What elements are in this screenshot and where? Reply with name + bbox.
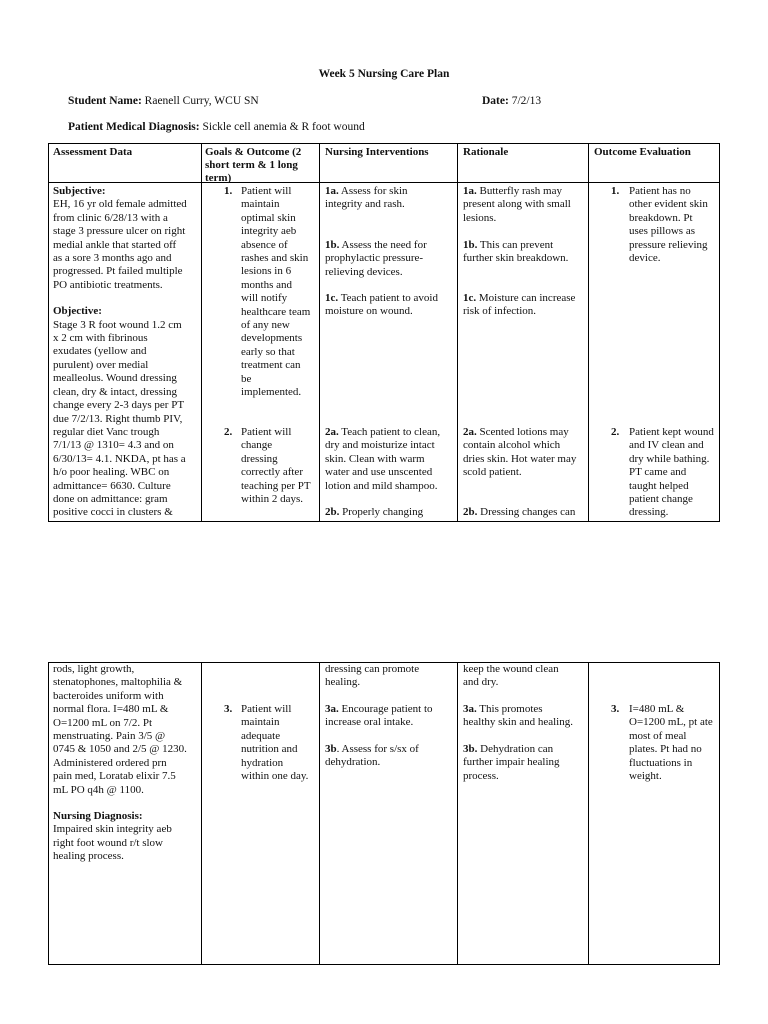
text-line: stage 3 pressure ulcer on right xyxy=(53,225,186,238)
header-interventions: Nursing Interventions xyxy=(325,146,429,158)
text-line: 7/1/13 @ 1310= 4.3 and on xyxy=(53,439,174,452)
text-line: healing. xyxy=(325,676,361,689)
rationale-1b xyxy=(463,239,588,266)
text-line: further skin breakdown. xyxy=(463,252,569,265)
evaluation-3 xyxy=(611,703,719,783)
goal-number: 2. xyxy=(224,426,233,438)
table-border-bottom xyxy=(48,964,720,965)
intervention-2b xyxy=(325,506,457,519)
text-line: mealleolus. Wound dressing xyxy=(53,372,177,385)
diagnosis-row xyxy=(68,121,365,133)
goal-number: 3. xyxy=(224,703,233,715)
text-line: dehydration. xyxy=(325,756,381,769)
text-line: increase oral intake. xyxy=(325,716,414,729)
text-line: mL PO q4h @ 1100. xyxy=(53,783,144,796)
assessment-data-cell-continued xyxy=(53,663,201,864)
intervention-tag: 1b. xyxy=(325,239,340,251)
text-line: regular diet Vanc trough xyxy=(53,425,160,438)
text-line: dressing. xyxy=(629,506,669,519)
text-line: plates. Pt had no xyxy=(629,743,702,756)
intervention-2b-continued xyxy=(325,663,457,690)
text-line: maintain xyxy=(241,716,280,729)
text-line: right foot wound r/t slow xyxy=(53,836,163,849)
rationale-tag: 1c. xyxy=(463,292,477,304)
text-line: change every 2-3 days per PT xyxy=(53,399,185,412)
evaluation-2 xyxy=(611,426,719,520)
intervention-2a xyxy=(325,426,457,493)
text-line: fluctuations in xyxy=(629,756,693,769)
text-line: be xyxy=(241,372,252,385)
intervention-tag: 2a. xyxy=(325,426,339,438)
text-line: I=480 mL & xyxy=(629,703,685,715)
text-line: scold patient. xyxy=(463,466,522,479)
text-line: and IV clean and xyxy=(629,439,704,452)
column-line xyxy=(719,143,720,522)
table-border-top xyxy=(48,143,720,144)
rationale-tag: 2a. xyxy=(463,426,477,438)
diagnosis-value: Sickle cell anemia & R foot wound xyxy=(202,121,365,133)
text-line: Dehydration can xyxy=(477,743,554,755)
text-line: within one day. xyxy=(241,770,309,783)
text-line: dressing can promote xyxy=(325,663,420,675)
rationale-3b xyxy=(463,743,588,783)
text-line: Teach patient to clean, xyxy=(338,426,441,438)
text-line: Patient kept wound xyxy=(629,426,714,438)
evaluation-number: 2. xyxy=(611,426,620,438)
intervention-3b xyxy=(325,743,457,770)
text-line: will notify xyxy=(241,292,288,305)
rationale-tag: 3a. xyxy=(463,703,477,715)
text-line: further impair healing xyxy=(463,756,560,769)
text-line: 0745 & 1050 and 2/5 @ 1230. xyxy=(53,743,187,756)
text-line: nutrition and xyxy=(241,743,298,756)
text-line: skin. Clean with warm xyxy=(325,452,425,465)
intervention-1c xyxy=(325,292,457,319)
text-line: dry and moisturize intact xyxy=(325,439,435,452)
diagnosis-label: Patient Medical Diagnosis: xyxy=(68,121,200,133)
text-line: process. xyxy=(463,769,499,782)
text-line: absence of xyxy=(241,238,288,251)
text-line: dries skin. Hot water may xyxy=(463,452,577,465)
rationale-3a xyxy=(463,703,588,730)
rationale-1c xyxy=(463,292,588,319)
text-line: as a sore 3 months ago and xyxy=(53,252,172,265)
text-line: water and use unscented xyxy=(325,466,433,479)
text-line: keep the wound clean xyxy=(463,663,559,675)
text-line: x 2 cm with fibrinous xyxy=(53,332,148,345)
nursing-diagnosis-label: Nursing Diagnosis: xyxy=(53,810,143,823)
intervention-tag: 3a. xyxy=(325,703,339,715)
page-title: Week 5 Nursing Care Plan xyxy=(318,68,450,80)
subjective-label: Subjective: xyxy=(53,185,106,197)
text-line: menstruating. Pain 3/5 @ xyxy=(53,730,166,743)
intervention-tag: 3b xyxy=(325,743,337,755)
text-line: implemented. xyxy=(241,386,302,399)
goal-3 xyxy=(224,703,319,783)
text-line: rods, light growth, xyxy=(53,663,135,675)
text-line: Patient has no xyxy=(629,185,691,197)
text-line: taught helped xyxy=(629,479,689,492)
text-line: hydration xyxy=(241,756,284,769)
text-line: positive cocci in clusters & xyxy=(53,506,173,519)
text-line: Patient will xyxy=(241,703,292,715)
text-line: within 2 days. xyxy=(241,493,304,506)
text-line: pain med, Loratab elixir 7.5 xyxy=(53,770,176,783)
text-line: Scented lotions may xyxy=(476,426,569,438)
header-evaluation: Outcome Evaluation xyxy=(594,146,691,158)
text-line: integrity and rash. xyxy=(325,198,405,211)
text-line: of any new xyxy=(241,319,290,332)
text-line: PT came and xyxy=(629,466,687,479)
column-line xyxy=(719,662,720,965)
intervention-tag: 2b. xyxy=(325,506,340,518)
text-line: other evident skin xyxy=(629,198,708,211)
column-line xyxy=(319,143,320,522)
text-line: This promotes xyxy=(476,703,543,715)
evaluation-number: 1. xyxy=(611,185,620,197)
text-line: present along with small xyxy=(463,198,571,211)
text-line: clean, dry & intact, dressing xyxy=(53,385,178,398)
intervention-1a xyxy=(325,185,457,212)
text-line: early so that xyxy=(241,345,295,358)
text-line: This can prevent xyxy=(477,239,554,251)
text-line: normal flora. I=480 mL & xyxy=(53,703,169,716)
objective-label: Objective: xyxy=(53,305,102,318)
text-line: lesions. xyxy=(463,211,497,224)
text-line: pressure relieving xyxy=(629,238,708,251)
column-line xyxy=(48,143,49,522)
intervention-tag: 1c. xyxy=(325,292,339,304)
rationale-1a xyxy=(463,185,588,225)
text-line: healthy skin and healing. xyxy=(463,716,573,729)
text-line: months and xyxy=(241,278,293,291)
text-line: adequate xyxy=(241,729,281,742)
rationale-tag: 1a. xyxy=(463,185,477,197)
text-line: teaching per PT xyxy=(241,479,311,492)
text-line: risk of infection. xyxy=(463,305,537,318)
text-line: dressing xyxy=(241,452,278,465)
header-rationale: Rationale xyxy=(463,146,509,158)
text-line: PO antibiotic treatments. xyxy=(53,278,163,291)
text-line: moisture on wound. xyxy=(325,305,413,318)
text-line: contain alcohol which xyxy=(463,439,561,452)
intervention-3a xyxy=(325,703,457,730)
text-line: optimal skin xyxy=(241,211,296,224)
rationale-2b-continued xyxy=(463,663,588,690)
column-line xyxy=(201,143,202,522)
header-assessment: Assessment Data xyxy=(53,146,133,158)
column-line xyxy=(588,143,589,522)
text-line: progressed. Pt failed multiple xyxy=(53,265,183,278)
text-line: from clinic 6/28/13 with a xyxy=(53,211,168,224)
text-line: exudates (yellow and xyxy=(53,345,147,358)
text-line: admittance= 6630. Culture xyxy=(53,479,171,492)
header-goals: Goals & Outcome (2 short term & 1 long term) xyxy=(205,146,302,184)
intervention-1b xyxy=(325,239,457,279)
header-row-divider xyxy=(48,182,720,183)
text-line: Assess the need for xyxy=(339,239,427,251)
column-line xyxy=(457,662,458,965)
text-line: integrity aeb xyxy=(241,225,297,238)
text-line: Encourage patient to xyxy=(338,703,433,715)
rationale-tag: 3b. xyxy=(463,743,478,755)
text-line: . Assess for s/sx of xyxy=(336,743,419,755)
student-name-label: Student Name: xyxy=(68,95,142,107)
text-line: correctly after xyxy=(241,466,303,479)
evaluation-number: 3. xyxy=(611,703,620,715)
text-line: most of meal xyxy=(629,729,687,742)
table-border-bottom xyxy=(48,521,720,522)
text-line: Properly changing xyxy=(339,506,424,518)
text-line: developments xyxy=(241,332,303,345)
text-line: relieving devices. xyxy=(325,265,403,278)
text-line: lesions in 6 xyxy=(241,265,292,278)
text-line: stenatophones, maltophilia & xyxy=(53,676,183,689)
rationale-2a xyxy=(463,426,588,480)
text-line: 6/30/13= 4.1. NKDA, pt has a xyxy=(53,452,186,465)
text-line: O=1200 mL on 7/2. Pt xyxy=(53,716,152,729)
text-line: maintain xyxy=(241,198,280,211)
text-line: and dry. xyxy=(463,676,499,689)
student-name-row xyxy=(68,95,259,107)
text-line: Patient will xyxy=(241,426,292,438)
text-line: purulent) over medial xyxy=(53,358,149,371)
text-line: Impaired skin integrity aeb xyxy=(53,823,172,836)
date-label: Date: xyxy=(482,95,509,107)
text-line: change xyxy=(241,439,273,452)
text-line: Assess for skin xyxy=(338,185,408,197)
text-line: Stage 3 R foot wound 1.2 cm xyxy=(53,318,182,331)
date-value: 7/2/13 xyxy=(511,95,542,107)
text-line: uses pillows as xyxy=(629,225,695,238)
text-line: lotion and mild shampoo. xyxy=(325,479,438,492)
text-line: prophylactic pressure- xyxy=(325,252,424,265)
text-line: due 7/2/13. Right thumb PIV, xyxy=(53,412,183,425)
column-line xyxy=(457,143,458,522)
text-line: bacteroides uniform with xyxy=(53,689,164,702)
text-line: weight. xyxy=(629,770,662,783)
rationale-tag: 2b. xyxy=(463,506,478,518)
text-line: Patient will xyxy=(241,185,292,197)
rationale-tag: 1b. xyxy=(463,239,478,251)
column-line xyxy=(201,662,202,965)
text-line: healing process. xyxy=(53,850,124,863)
text-line: healthcare team xyxy=(241,305,311,318)
text-line: medial ankle that started off xyxy=(53,238,177,251)
goal-1 xyxy=(224,185,319,400)
goal-2 xyxy=(224,426,319,506)
assessment-data-cell xyxy=(53,185,201,520)
text-line: rashes and skin xyxy=(241,252,309,265)
text-line: breakdown. Pt xyxy=(629,211,693,224)
text-line: done on admittance: gram xyxy=(53,492,168,505)
text-line: dry while bathing. xyxy=(629,452,710,465)
text-line: EH, 16 yr old female admitted xyxy=(53,198,187,211)
column-line xyxy=(588,662,589,965)
text-line: patient change xyxy=(629,493,693,506)
text-line: O=1200 mL, pt ate xyxy=(629,716,713,729)
text-line: device. xyxy=(629,252,661,265)
column-line xyxy=(48,662,49,965)
rationale-2b xyxy=(463,506,588,519)
date-row xyxy=(482,95,541,107)
goal-number: 1. xyxy=(224,185,233,197)
text-line: h/o poor healing. WBC on xyxy=(53,466,170,479)
text-line: Moisture can increase xyxy=(476,292,576,304)
text-line: Administered ordered prn xyxy=(53,756,167,769)
text-line: Butterfly rash may xyxy=(476,185,562,197)
student-name-value: Raenell Curry, WCU SN xyxy=(144,95,259,107)
evaluation-1 xyxy=(611,185,719,265)
text-line: Teach patient to avoid xyxy=(338,292,438,304)
text-line: Dressing changes can xyxy=(477,506,576,518)
column-line xyxy=(319,662,320,965)
text-line: treatment can xyxy=(241,359,301,372)
intervention-tag: 1a. xyxy=(325,185,339,197)
